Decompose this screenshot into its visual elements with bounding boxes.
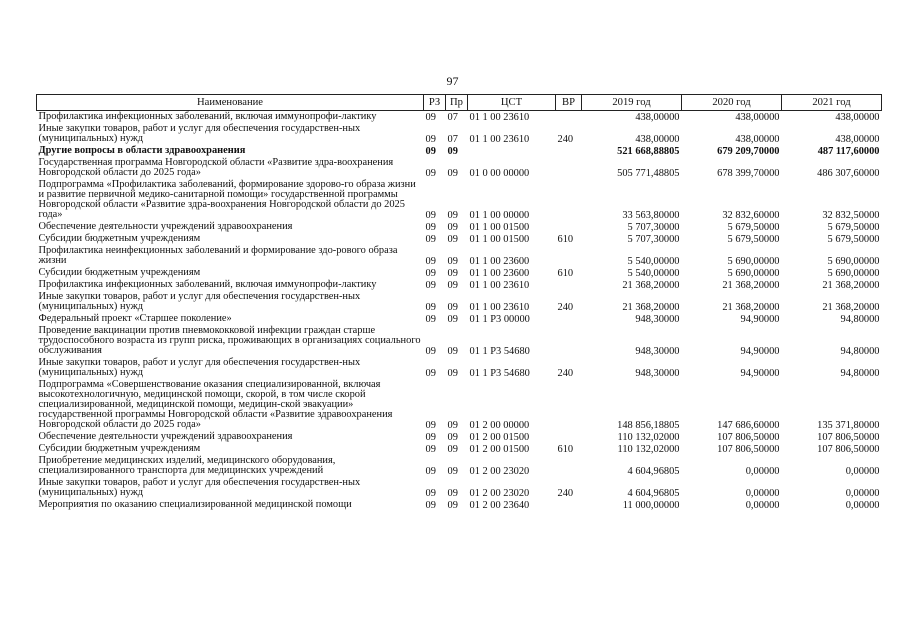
row-pr: 07 (447, 112, 458, 123)
row-rz: 09 (425, 368, 436, 379)
row-2019: 438,00000 (635, 134, 680, 145)
table-row (37, 279, 882, 291)
row-2021: 135 371,80000 (817, 420, 880, 431)
row-2020: 32 832,60000 (722, 210, 780, 221)
row-vr: 610 (557, 268, 574, 279)
row-2019: 5 540,00000 (627, 268, 680, 279)
row-2019: 505 771,48805 (617, 168, 680, 179)
table-row (37, 157, 882, 179)
row-name: Подпрограмма «Профилактика заболеваний, формирование здорово-го образа жизни и развитие первичной медико-санитарной помощи» государственной программы Новгородской области «Развитие здра-воохранения Новгородской области до 2025 года» (38, 179, 416, 220)
row-name: Обеспечение деятельности учреждений здравоохранения (38, 431, 293, 442)
row-2020: 94,90000 (740, 346, 780, 357)
row-rz: 09 (425, 168, 436, 179)
row-2020: 678 399,70000 (717, 168, 780, 179)
row-rz: 09 (425, 466, 436, 477)
row-2019: 948,30000 (635, 314, 680, 325)
row-2019: 4 604,96805 (627, 466, 680, 477)
table-row (37, 179, 882, 221)
row-2021: 0,00000 (845, 488, 880, 499)
table-row (37, 267, 882, 279)
row-cst: 01 1 00 23600 (469, 256, 530, 267)
row-2021: 0,00000 (845, 500, 880, 511)
row-2019: 4 604,96805 (627, 488, 680, 499)
row-2021: 438,00000 (835, 112, 880, 123)
row-2020: 5 679,50000 (727, 222, 780, 233)
row-rz: 09 (425, 302, 436, 313)
row-cst (468, 145, 556, 157)
row-2021: 487 117,60000 (817, 146, 880, 157)
row-rz: 09 (425, 488, 436, 499)
table-row (37, 111, 882, 124)
row-cst: 01 2 00 01500 (469, 444, 530, 455)
row-2020: 5 690,00000 (727, 268, 780, 279)
row-2021: 21 368,20000 (822, 280, 880, 291)
row-cst: 01 2 00 23020 (469, 466, 530, 477)
row-rz: 09 (425, 268, 436, 279)
row-cst: 01 1 00 01500 (469, 234, 530, 245)
row-vr (556, 431, 582, 443)
row-rz: 09 (425, 280, 436, 291)
row-2021: 438,00000 (835, 134, 880, 145)
row-pr: 09 (447, 314, 458, 325)
table-row (37, 455, 882, 477)
row-2021: 5 679,50000 (827, 234, 880, 245)
table-row (37, 233, 882, 245)
row-2020: 94,90000 (740, 368, 780, 379)
row-name: Профилактика инфекционных заболеваний, включая иммунопрофи-лактику (38, 111, 377, 122)
row-cst: 01 0 00 00000 (469, 168, 530, 179)
row-cst: 01 2 00 00000 (469, 420, 530, 431)
row-vr (556, 221, 582, 233)
row-pr: 09 (447, 146, 458, 157)
row-name: Иные закупки товаров, работ и услуг для обеспечения государствен-ных (муниципальных) нужд (38, 477, 361, 498)
table-row (37, 499, 882, 511)
table-row (37, 123, 882, 145)
row-2019: 21 368,20000 (622, 302, 680, 313)
row-2021: 94,80000 (840, 314, 880, 325)
header-cst: ЦСТ (468, 95, 556, 111)
table-row (37, 477, 882, 499)
row-2021: 21 368,20000 (822, 302, 880, 313)
row-rz: 09 (425, 256, 436, 267)
row-2020: 679 209,70000 (717, 146, 780, 157)
row-2020: 5 690,00000 (727, 256, 780, 267)
row-2020: 21 368,20000 (722, 302, 780, 313)
row-name: Профилактика инфекционных заболеваний, включая иммунопрофи-лактику (38, 279, 377, 290)
row-vr: 610 (557, 234, 574, 245)
table-row (37, 357, 882, 379)
row-name: Обеспечение деятельности учреждений здравоохранения (38, 221, 293, 232)
row-2020: 438,00000 (735, 134, 780, 145)
row-2020: 0,00000 (745, 466, 780, 477)
row-pr: 09 (447, 168, 458, 179)
row-rz: 09 (425, 146, 436, 157)
row-vr (556, 145, 582, 157)
row-2020: 107 806,50000 (717, 432, 780, 443)
row-pr: 09 (447, 488, 458, 499)
table-row (37, 221, 882, 233)
header-name: Наименование (37, 95, 424, 111)
row-vr (556, 499, 582, 511)
row-name: Иные закупки товаров, работ и услуг для обеспечения государствен-ных (муниципальных) нужд (38, 291, 361, 312)
row-rz: 09 (425, 432, 436, 443)
row-rz: 09 (425, 346, 436, 357)
row-name: Федеральный проект «Старшее поколение» (38, 313, 232, 324)
row-name: Приобретение медицинских изделий, медицинского оборудования, специализированного транспорта для медицинских учреждений (38, 455, 336, 476)
row-rz: 09 (425, 234, 436, 245)
row-name: Субсидии бюджетным учреждениям (38, 267, 201, 278)
row-cst: 01 2 00 23020 (469, 488, 530, 499)
row-name: Иные закупки товаров, работ и услуг для обеспечения государствен-ных (муниципальных) нужд (38, 123, 361, 144)
row-rz: 09 (425, 500, 436, 511)
table-row (37, 291, 882, 313)
row-vr: 240 (557, 368, 574, 379)
table-row (37, 145, 882, 157)
row-2021: 94,80000 (840, 368, 880, 379)
row-name: Субсидии бюджетным учреждениям (38, 443, 201, 454)
row-pr: 09 (447, 432, 458, 443)
row-name: Проведение вакцинации против пневмококковой инфекции граждан старше трудоспособного возраста из групп риска, проживающих в организациях социального обслуживания (38, 325, 421, 356)
row-2020: 21 368,20000 (722, 280, 780, 291)
header-vr: ВР (556, 95, 582, 111)
row-2019: 33 563,80000 (622, 210, 680, 221)
row-vr (556, 279, 582, 291)
row-2021: 107 806,50000 (817, 444, 880, 455)
row-vr (556, 313, 582, 325)
row-2020: 107 806,50000 (717, 444, 780, 455)
header-rz: РЗ (424, 95, 446, 111)
row-name: Государственная программа Новгородской области «Развитие здра-воохранения Новгородской области до 2025 года» (38, 157, 394, 178)
row-vr (556, 455, 582, 477)
row-rz: 09 (425, 134, 436, 145)
page-number: 97 (446, 74, 459, 88)
row-pr: 09 (447, 346, 458, 357)
row-2019: 21 368,20000 (622, 280, 680, 291)
table-row (37, 245, 882, 267)
row-2019: 110 132,02000 (617, 432, 680, 443)
row-2019: 438,00000 (635, 112, 680, 123)
row-2019: 5 707,30000 (627, 234, 680, 245)
row-pr: 09 (447, 302, 458, 313)
row-pr: 09 (447, 420, 458, 431)
row-pr: 07 (447, 134, 458, 145)
row-vr (556, 179, 582, 221)
row-2019: 110 132,02000 (617, 444, 680, 455)
row-pr: 09 (447, 210, 458, 221)
row-vr (556, 245, 582, 267)
header-pr: Пр (446, 95, 468, 111)
row-2021: 107 806,50000 (817, 432, 880, 443)
row-2019: 11 000,00000 (622, 500, 680, 511)
row-rz: 09 (425, 314, 436, 325)
table-row (37, 325, 882, 357)
row-2021: 0,00000 (845, 466, 880, 477)
table-body (37, 111, 882, 512)
table-row (37, 313, 882, 325)
row-cst: 01 1 00 23610 (469, 134, 530, 145)
row-cst: 01 1 00 23610 (469, 302, 530, 313)
table-header (37, 95, 882, 111)
row-name: Другие вопросы в области здравоохранения (38, 145, 246, 156)
row-2021: 94,80000 (840, 346, 880, 357)
header-2019: 2019 год (582, 95, 682, 111)
row-vr: 240 (557, 302, 574, 313)
row-pr: 09 (447, 368, 458, 379)
row-rz: 09 (425, 222, 436, 233)
row-cst: 01 1 00 23600 (469, 268, 530, 279)
row-2020: 438,00000 (735, 112, 780, 123)
row-2021: 32 832,50000 (822, 210, 880, 221)
row-vr: 240 (557, 134, 574, 145)
row-vr (556, 379, 582, 431)
row-cst: 01 1 00 01500 (469, 222, 530, 233)
row-cst: 01 1 00 00000 (469, 210, 530, 221)
row-cst: 01 1 P3 00000 (469, 314, 530, 325)
row-vr: 610 (557, 444, 574, 455)
row-cst: 01 2 00 01500 (469, 432, 530, 443)
row-vr (556, 325, 582, 357)
row-cst: 01 1 P3 54680 (469, 368, 530, 379)
row-2019: 948,30000 (635, 346, 680, 357)
header-2020: 2020 год (682, 95, 782, 111)
row-2020: 94,90000 (740, 314, 780, 325)
row-cst: 01 1 00 23610 (469, 280, 530, 291)
row-pr: 09 (447, 234, 458, 245)
row-name: Мероприятия по оказанию специализированной медицинской помощи (38, 499, 352, 510)
row-2021: 5 679,50000 (827, 222, 880, 233)
row-pr: 09 (447, 256, 458, 267)
budget-table (36, 94, 882, 511)
row-name: Иные закупки товаров, работ и услуг для обеспечения государствен-ных (муниципальных) нужд (38, 357, 361, 378)
row-vr (556, 111, 582, 124)
row-cst: 01 1 P3 54680 (469, 346, 530, 357)
row-2021: 5 690,00000 (827, 268, 880, 279)
row-2021: 486 307,60000 (817, 168, 880, 179)
table-row (37, 431, 882, 443)
row-2019: 521 668,88805 (617, 146, 680, 157)
row-name: Подпрограмма «Совершенствование оказания специализированной, включая высокотехнологичную, медицинской помощи, скорой, в том числе скорой специализированной, медицинской помощи, медицин-ской эвакуации» государственной программы Новгородской области «Развитие здравоохранения Новгородской области до 2025 года» (38, 379, 393, 430)
row-2020: 0,00000 (745, 500, 780, 511)
row-2019: 948,30000 (635, 368, 680, 379)
header-2021: 2021 год (782, 95, 882, 111)
row-2019: 5 707,30000 (627, 222, 680, 233)
row-cst: 01 1 00 23610 (469, 112, 530, 123)
row-2020: 0,00000 (745, 488, 780, 499)
row-rz: 09 (425, 112, 436, 123)
row-rz: 09 (425, 444, 436, 455)
row-pr: 09 (447, 466, 458, 477)
row-2020: 147 686,60000 (717, 420, 780, 431)
row-name: Субсидии бюджетным учреждениям (38, 233, 201, 244)
row-pr: 09 (447, 444, 458, 455)
row-2019: 148 856,18805 (617, 420, 680, 431)
row-cst: 01 2 00 23640 (469, 500, 530, 511)
table-row (37, 379, 882, 431)
row-pr: 09 (447, 500, 458, 511)
row-vr: 240 (557, 488, 574, 499)
row-rz: 09 (425, 420, 436, 431)
row-rz: 09 (425, 210, 436, 221)
row-pr: 09 (447, 280, 458, 291)
row-name: Профилактика неинфекционных заболеваний и формирование здо-рового образа жизни (38, 245, 398, 266)
row-vr (556, 157, 582, 179)
row-2021: 5 690,00000 (827, 256, 880, 267)
row-2019: 5 540,00000 (627, 256, 680, 267)
row-pr: 09 (447, 268, 458, 279)
row-pr: 09 (447, 222, 458, 233)
table-row (37, 443, 882, 455)
row-2020: 5 679,50000 (727, 234, 780, 245)
